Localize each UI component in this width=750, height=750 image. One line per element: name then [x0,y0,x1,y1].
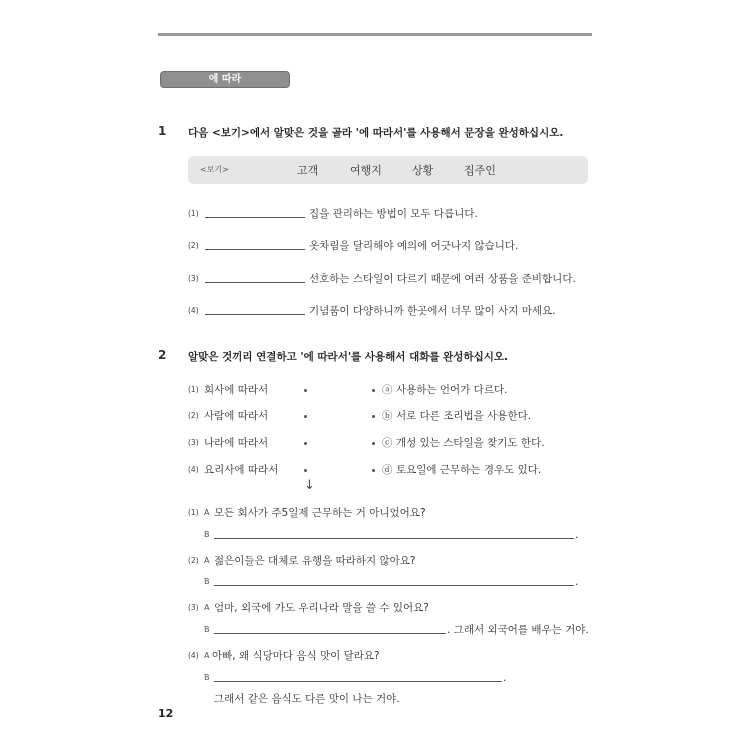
dialog-number: (2) [188,556,199,565]
match-left-number: (2) [188,411,199,420]
speaker-b-label: B [204,625,210,634]
question-1-number: 1 [158,124,167,138]
q1-item-text: 기념품이 다양하니까 한곳에서 너무 많이 사지 마세요. [309,305,556,317]
q1-item-number: (2) [188,241,199,250]
dialog-number: (3) [188,603,199,612]
match-dot[interactable] [372,389,375,392]
example-word: 상황 [412,164,434,177]
match-dot[interactable] [304,389,307,392]
match-left-text: 사람에 따라서 [204,410,269,422]
dialog-number: (4) [188,651,199,660]
match-dot[interactable] [372,469,375,472]
match-right-mark: ⓐ [382,384,393,396]
match-right-mark: ⓓ [382,464,393,476]
q1-item-number: (1) [188,209,199,218]
answer-blank[interactable] [214,681,502,682]
speaker-a-label: A [204,651,210,660]
dialog-a-text: 아빠, 왜 식당마다 음식 맛이 달라요? [212,650,380,662]
dialog-b-ending: . [575,529,579,541]
question-1-instruction: 다음 <보기>에서 알맞은 것을 골라 '에 따라서'를 사용해서 문장을 완성하십시오. [188,127,564,139]
question-2-instruction: 알맞은 것끼리 연결하고 '에 따라서'를 사용해서 대화를 완성하십시오. [188,351,509,363]
example-box [188,156,588,184]
speaker-b-label: B [204,673,210,682]
q1-item-number: (3) [188,274,199,283]
match-right-mark: ⓑ [382,410,393,422]
q1-item-text: 옷차림을 달리해야 예의에 어긋나지 않습니다. [309,240,519,252]
example-box-label: <보기> [200,165,229,174]
match-right-text: 서로 다른 조리법을 사용한다. [396,410,532,422]
question-2-number: 2 [158,348,167,362]
answer-blank[interactable] [205,249,305,250]
answer-blank[interactable] [214,585,574,586]
answer-blank[interactable] [205,282,305,283]
answer-blank[interactable] [214,633,446,634]
q1-item-text: 선호하는 스타일이 다르기 때문에 여러 상품을 준비합니다. [309,273,576,285]
match-dot[interactable] [304,415,307,418]
dialog-b-ending: . [575,576,579,588]
match-left-number: (1) [188,385,199,394]
dialog-b-ending: . 그래서 외국어를 배우는 거야. [447,624,589,636]
match-dot[interactable] [304,469,307,472]
match-right-text: 사용하는 언어가 다르다. [396,384,508,396]
dialog-b-continuation: 그래서 같은 음식도 다른 맛이 나는 거야. [214,693,400,705]
section-tag: 에 따라 [160,71,290,88]
top-rule [158,33,592,36]
speaker-a-label: A [204,556,210,565]
example-word: 고객 [297,164,319,177]
page-number: 12 [158,707,174,720]
example-word: 여행지 [350,164,382,177]
down-arrow-icon: ↓ [304,478,315,493]
speaker-a-label: A [204,603,210,612]
answer-blank[interactable] [205,314,305,315]
match-right-text: 개성 있는 스타일을 찾기도 한다. [396,437,545,449]
dialog-b-ending: . [503,672,507,684]
match-left-number: (3) [188,438,199,447]
match-left-number: (4) [188,465,199,474]
example-word: 집주인 [464,164,496,177]
match-left-text: 나라에 따라서 [204,437,269,449]
speaker-b-label: B [204,577,210,586]
match-dot[interactable] [372,442,375,445]
speaker-a-label: A [204,508,210,517]
match-right-text: 토요일에 근무하는 경우도 있다. [396,464,542,476]
match-dot[interactable] [372,415,375,418]
q1-item-text: 집을 관리하는 방법이 모두 다릅니다. [309,208,478,220]
match-left-text: 요리사에 따라서 [204,464,279,476]
match-right-mark: ⓒ [382,437,393,449]
match-left-text: 회사에 따라서 [204,384,269,396]
dialog-a-text: 모든 회사가 주5일제 근무하는 거 아니었어요? [214,507,426,519]
dialog-number: (1) [188,508,199,517]
speaker-b-label: B [204,530,210,539]
dialog-a-text: 젊은이들은 대체로 유행을 따라하지 않아요? [214,555,416,567]
match-dot[interactable] [304,442,307,445]
dialog-a-text: 엄마, 외국에 가도 우리나라 말을 쓸 수 있어요? [214,602,429,614]
q1-item-number: (4) [188,306,199,315]
answer-blank[interactable] [205,217,305,218]
answer-blank[interactable] [214,538,574,539]
